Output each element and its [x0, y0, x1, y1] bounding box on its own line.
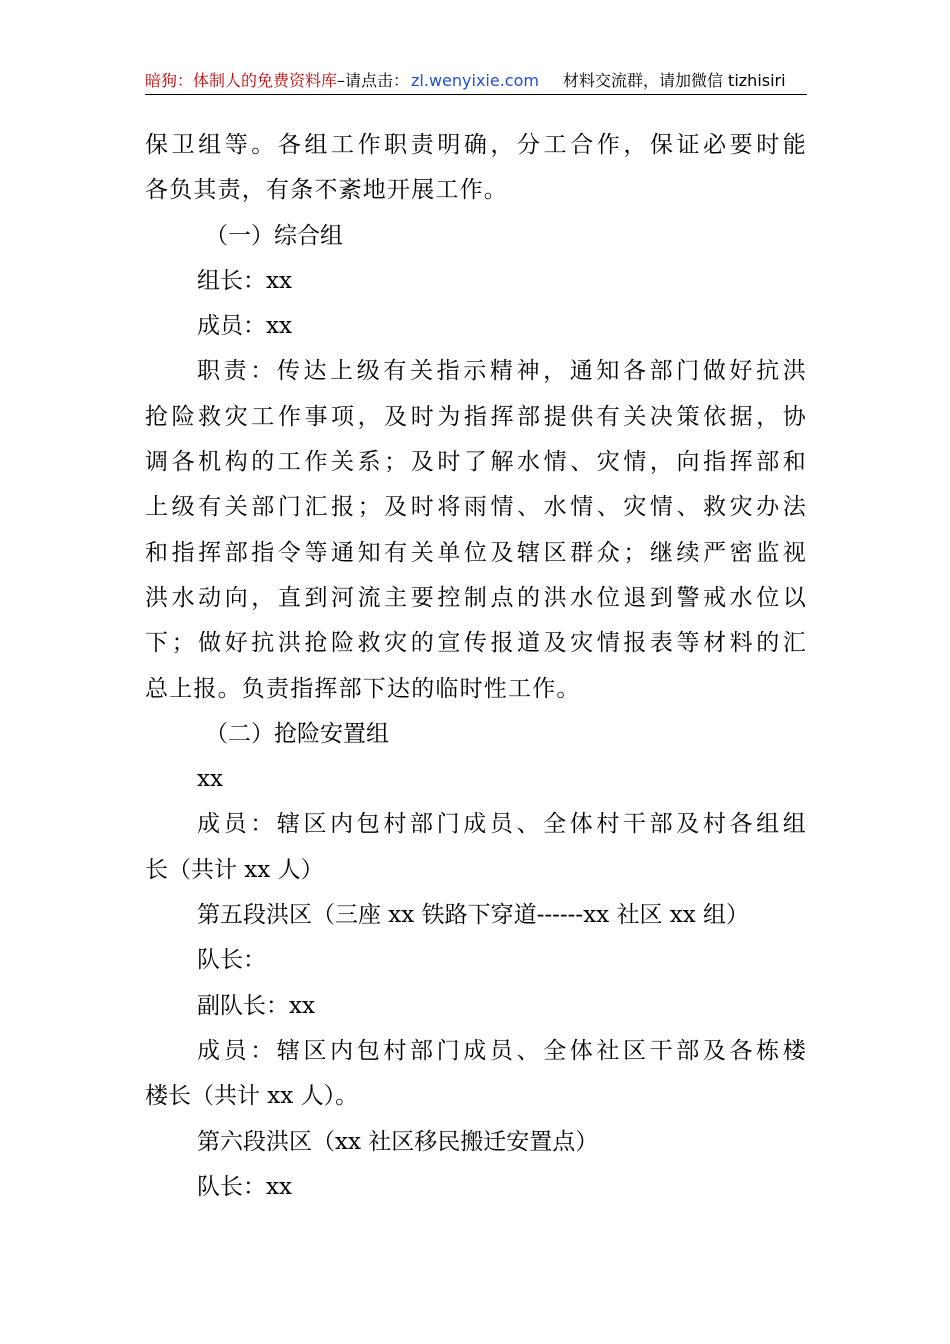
- document-body: [145, 123, 807, 1210]
- text-line: 洪水动向，直到河流主要控制点的洪水位退到警戒水位以: [145, 584, 807, 611]
- text-line: xx: [197, 766, 223, 793]
- text-line: 队长：xx: [197, 1173, 292, 1200]
- text-line: 下；做好抗洪抢险救灾的宣传报道及灾情报表等材料的汇: [145, 630, 807, 657]
- text-line: 职责：传达上级有关指示精神，通知各部门做好抗洪: [197, 358, 807, 385]
- header-brand: 暗狗：体制人的免费资料库: [145, 71, 338, 90]
- text-line: 调各机构的工作关系；及时了解水情、灾情，向指挥部和: [145, 449, 807, 476]
- text-line: 上级有关部门汇报；及时将雨情、水情、灾情、救灾办法: [145, 494, 807, 521]
- text-line: 队长：: [197, 947, 266, 974]
- text-line: 第六段洪区（xx 社区移民搬迁安置点）: [197, 1128, 599, 1155]
- text-line: 副队长：xx: [197, 992, 315, 1019]
- header-group-info: 材料交流群，请加微信 tizhisiri: [562, 71, 786, 90]
- text-line: 成员：辖区内包村部门成员、全体社区干部及各栋楼: [197, 1037, 807, 1064]
- header-link[interactable]: zl.wenyixie.com: [411, 71, 539, 90]
- section-heading: （二）抢险安置组: [205, 720, 389, 747]
- text-line: 成员：xx: [197, 313, 292, 340]
- text-line: 保卫组等。各组工作职责明确，分工合作，保证必要时能: [145, 132, 807, 158]
- text-line: 长（共计 xx 人）: [145, 856, 324, 883]
- text-line: 第五段洪区（三座 xx 铁路下穿道------xx 社区 xx 组）: [197, 902, 750, 929]
- text-line: 各负其责，有条不紊地开展工作。: [145, 177, 508, 204]
- text-line: 和指挥部指令等通知有关单位及辖区群众；继续严密监视: [145, 539, 807, 566]
- text-line: 总上报。负责指挥部下达的临时性工作。: [145, 675, 581, 702]
- page-header: [145, 68, 807, 95]
- text-line: 成员：辖区内包村部门成员、全体村干部及村各组组: [197, 811, 807, 838]
- section-heading: （一）综合组: [205, 222, 343, 249]
- text-line: 楼长（共计 xx 人）。: [145, 1083, 359, 1110]
- header-click-prompt: –请点击：: [337, 71, 410, 90]
- text-line: 抢险救灾工作事项，及时为指挥部提供有关决策依据，协: [145, 403, 807, 430]
- text-line: 组长：xx: [197, 267, 292, 294]
